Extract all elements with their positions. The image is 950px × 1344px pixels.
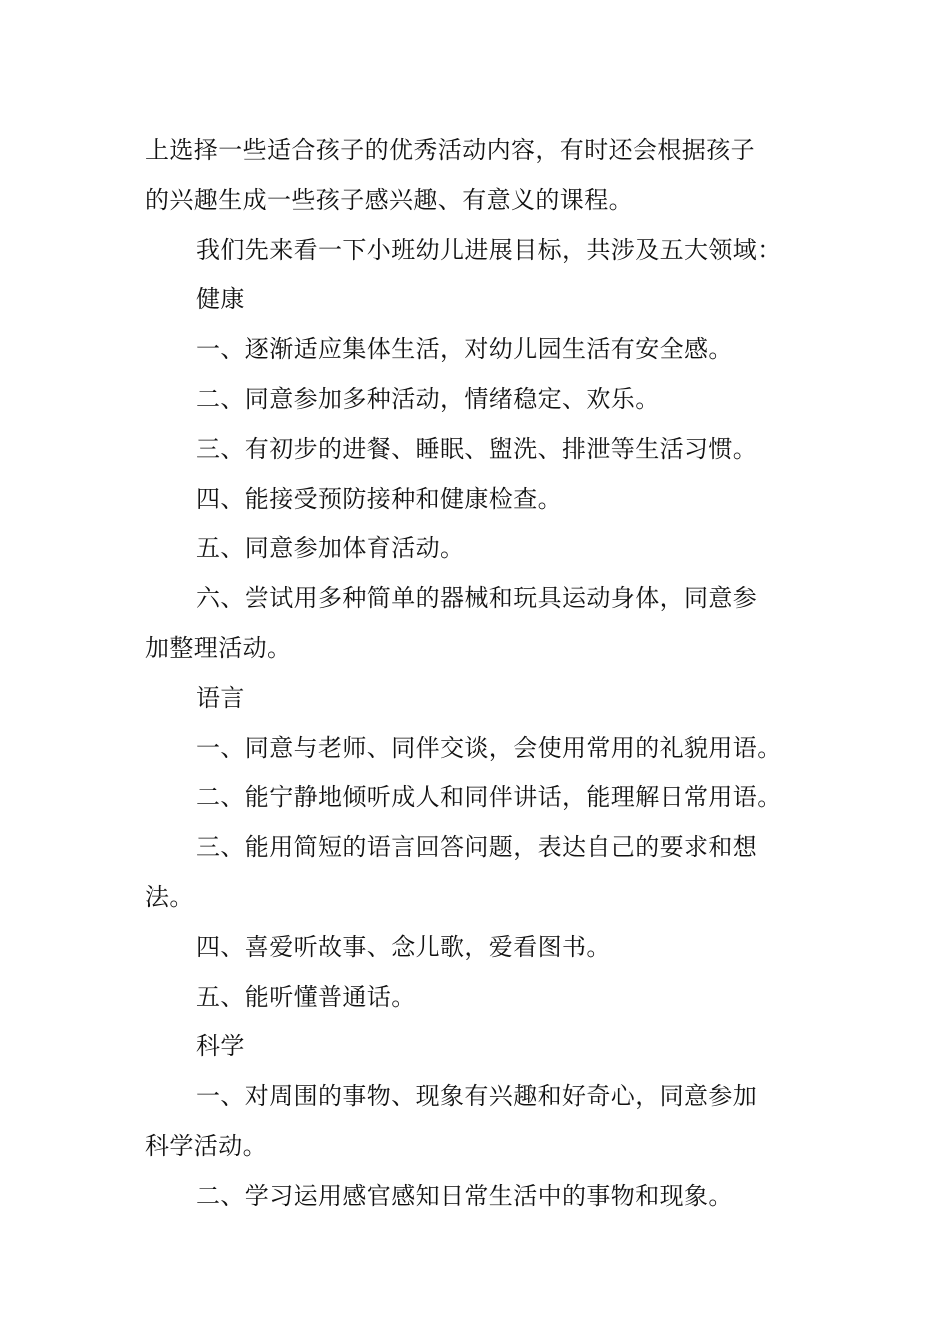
language-goal-3: 三、能用简短的语言回答问题，表达自己的要求和想: [196, 833, 758, 862]
section-heading-language: 语言: [196, 683, 245, 712]
health-goal-5: 五、同意参加体育活动。: [196, 534, 465, 563]
science-goal-1: 一、对周围的事物、现象有兴趣和好奇心，同意参加: [196, 1082, 758, 1111]
document-body: [145, 126, 809, 1222]
paragraph-continuation-line: 上选择一些适合孩子的优秀活动内容，有时还会根据孩子: [145, 136, 755, 164]
science-goal-2: 二、学习运用感官感知日常生活中的事物和现象。: [196, 1181, 733, 1210]
health-goal-2: 二、同意参加多种活动，情绪稳定、欢乐。: [196, 384, 660, 413]
section-heading-health: 健康: [196, 285, 245, 314]
intro-paragraph: 我们先来看一下小班幼儿进展目标，共涉及五大领域：: [196, 235, 782, 264]
language-goal-2: 二、能宁静地倾听成人和同伴讲话，能理解日常用语。: [196, 783, 782, 812]
health-goal-3: 三、有初步的进餐、睡眠、盥洗、排泄等生活习惯。: [196, 434, 758, 463]
language-goal-4: 四、喜爱听故事、念儿歌，爱看图书。: [196, 932, 611, 961]
language-goal-5: 五、能听懂普通话。: [196, 982, 416, 1011]
health-goal-6-continuation: 加整理活动。: [145, 633, 292, 662]
language-goal-3-continuation: 法。: [145, 882, 194, 911]
section-heading-science: 科学: [196, 1032, 245, 1061]
language-goal-1: 一、同意与老师、同伴交谈，会使用常用的礼貌用语。: [196, 733, 782, 762]
paragraph-continuation-line: 的兴趣生成一些孩子感兴趣、有意义的课程。: [145, 185, 633, 214]
health-goal-4: 四、能接受预防接种和健康检查。: [196, 484, 562, 513]
science-goal-1-continuation: 科学活动。: [145, 1131, 267, 1160]
health-goal-6: 六、尝试用多种简单的器械和玩具运动身体，同意参: [196, 584, 758, 613]
health-goal-1: 一、逐渐适应集体生活，对幼儿园生活有安全感。: [196, 335, 733, 364]
